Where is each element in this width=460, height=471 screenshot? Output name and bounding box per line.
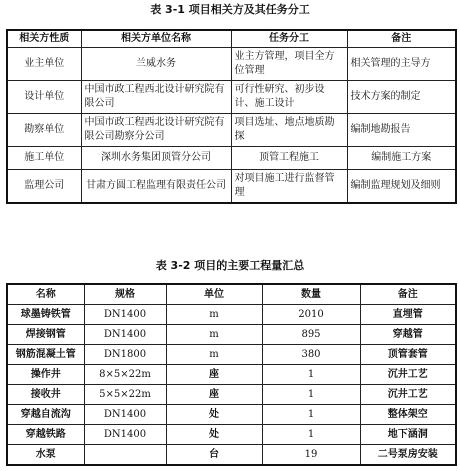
table1-header-cell: 备注	[347, 30, 456, 48]
table-cell: 编制监理规划及细则	[347, 170, 456, 204]
table-cell: 座	[166, 385, 262, 405]
table-cell: 可行性研究、初步设计、施工设计	[231, 81, 347, 114]
table-cell: 地下涵洞	[360, 425, 456, 445]
table-cell: 焊接钢管	[7, 325, 84, 345]
table-cell: 顶管工程施工	[231, 147, 347, 170]
table-row	[7, 325, 456, 345]
table-cell: 台	[166, 445, 262, 466]
table-cell: 接收井	[7, 385, 84, 405]
table-row	[7, 147, 456, 170]
table-cell: 1	[262, 405, 360, 425]
table-cell: 1	[262, 365, 360, 385]
table-cell: 兰威水务	[81, 48, 231, 81]
table-row	[7, 305, 456, 325]
table-cell: 编制施工方案	[347, 147, 456, 170]
table-cell: DN1400	[84, 405, 166, 425]
stakeholder-table	[6, 29, 457, 204]
table-cell: 处	[166, 425, 262, 445]
table-cell: 深圳水务集团顶管分公司	[81, 147, 231, 170]
table-cell: 相关管理的主导方	[347, 48, 456, 81]
table-cell: 1	[262, 425, 360, 445]
table-cell: 编制地勘报告	[347, 114, 456, 147]
table-cell: 穿越自流沟	[7, 405, 84, 425]
table-cell: 勘察单位	[7, 114, 81, 147]
table-cell: 钢筋混凝土管	[7, 345, 84, 365]
table-cell: 整体架空	[360, 405, 456, 425]
table1-header-cell: 相关方单位名称	[81, 30, 231, 48]
table-cell: 业主方管理，项目全方位管理	[231, 48, 347, 81]
table2-caption: 表 3-2 项目的主要工程量汇总	[155, 259, 305, 272]
table2-header-cell: 备注	[360, 284, 456, 305]
table-cell: m	[166, 345, 262, 365]
table-cell: 穿越管	[360, 325, 456, 345]
table-row	[7, 345, 456, 365]
table-row	[7, 114, 456, 147]
table-cell: 座	[166, 365, 262, 385]
table2-header-cell: 数量	[262, 284, 360, 305]
table-cell: DN1400	[84, 325, 166, 345]
table-cell: 监理公司	[7, 170, 81, 204]
table-cell: 设计单位	[7, 81, 81, 114]
table-cell: m	[166, 325, 262, 345]
table-cell: 直埋管	[360, 305, 456, 325]
table1-header-cell: 相关方性质	[7, 30, 81, 48]
table1-header-cell: 任务分工	[231, 30, 347, 48]
table1-header-row	[7, 30, 456, 48]
quantities-table	[6, 283, 457, 466]
table-cell: m	[166, 305, 262, 325]
table-cell: 二号泵房安装	[360, 445, 456, 466]
table-cell: 895	[262, 325, 360, 345]
table-cell: 8×5×22m	[84, 365, 166, 385]
table-cell: 2010	[262, 305, 360, 325]
table-row	[7, 385, 456, 405]
table-cell: 5×5×22m	[84, 385, 166, 405]
table2-header-cell: 名称	[7, 284, 84, 305]
table2-header-row	[7, 284, 456, 305]
table-cell: 操作井	[7, 365, 84, 385]
table-cell: 沉井工艺	[360, 365, 456, 385]
table-cell: 中国市政工程西北设计研究院有限公司勘察分公司	[81, 114, 231, 147]
table-cell: 穿越铁路	[7, 425, 84, 445]
table2-header-cell: 单位	[166, 284, 262, 305]
table-cell: 业主单位	[7, 48, 81, 81]
table-cell: DN1800	[84, 345, 166, 365]
table-row	[7, 81, 456, 114]
table-row	[7, 170, 456, 204]
table-cell: 中国市政工程西北设计研究院有限公司	[81, 81, 231, 114]
table-cell: 对项目施工进行监督管理	[231, 170, 347, 204]
table-cell: 球墨铸铁管	[7, 305, 84, 325]
table-cell: 甘肃方圆工程监理有限责任公司	[81, 170, 231, 204]
table-cell: 水泵	[7, 445, 84, 466]
table-cell: 380	[262, 345, 360, 365]
table-row	[7, 445, 456, 466]
table-row	[7, 365, 456, 385]
table2-header-cell: 规格	[84, 284, 166, 305]
table-cell: 项目选址、地点地质勘探	[231, 114, 347, 147]
table-cell: DN1400	[84, 305, 166, 325]
table-cell: 施工单位	[7, 147, 81, 170]
table1-caption: 表 3-1 项目相关方及其任务分工	[150, 3, 310, 16]
table-cell: 沉井工艺	[360, 385, 456, 405]
table-cell	[84, 445, 166, 466]
table-cell: 处	[166, 405, 262, 425]
table-cell: 技术方案的制定	[347, 81, 456, 114]
table-cell: 19	[262, 445, 360, 466]
table-row	[7, 48, 456, 81]
table-row	[7, 425, 456, 445]
table-cell: 1	[262, 385, 360, 405]
table-cell: 顶管套管	[360, 345, 456, 365]
table-cell: DN1400	[84, 425, 166, 445]
table-row	[7, 405, 456, 425]
